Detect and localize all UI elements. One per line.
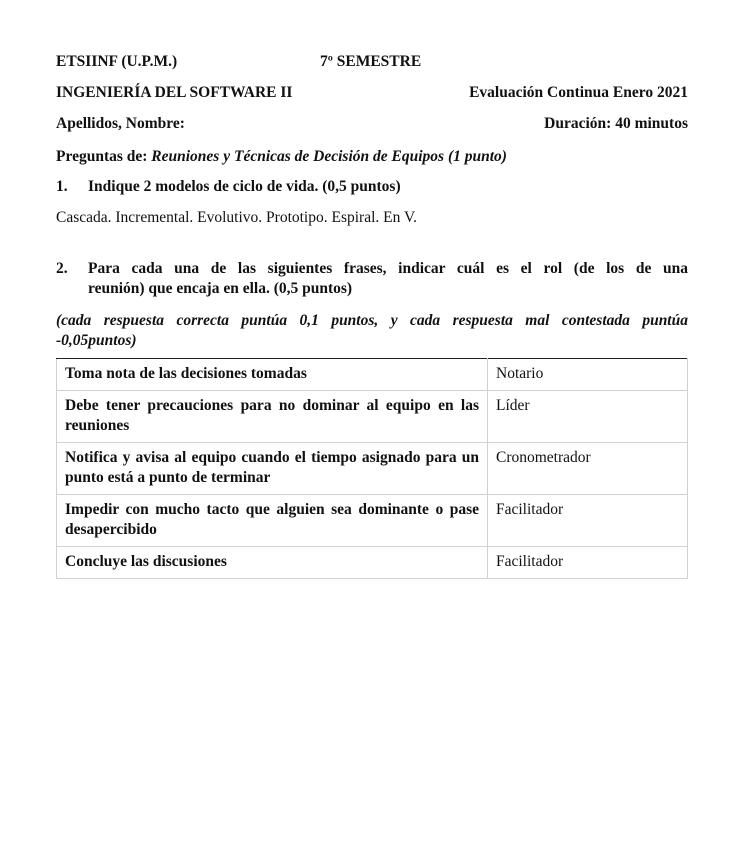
scoring-note — [56, 311, 688, 351]
exam-title: Evaluación Continua Enero 2021 — [469, 84, 688, 101]
role-cell: Facilitador — [488, 495, 688, 547]
table-row — [57, 359, 688, 391]
role-cell: Notario — [488, 359, 688, 391]
question-1 — [56, 177, 688, 197]
question-2-number: 2. — [56, 260, 68, 277]
course-name: INGENIERÍA DEL SOFTWARE II — [56, 84, 293, 101]
table-row — [57, 495, 688, 547]
intro-topic: Reuniones y Técnicas de Decisión de Equipos (1 punto) — [151, 148, 507, 165]
question-2-line-1: Para cada una de las siguientes frases, indicar cuál es el rol (de los de una — [88, 260, 688, 277]
statement-cell: Toma nota de las decisiones tomadas — [57, 359, 488, 391]
question-1-number: 1. — [56, 178, 68, 195]
table-row — [57, 547, 688, 579]
question-2 — [56, 259, 688, 299]
role-cell: Líder — [488, 391, 688, 443]
duration-label: Duración: 40 minutos — [544, 115, 688, 132]
scoring-note-line-2: -0,05puntos) — [56, 332, 137, 349]
name-label: Apellidos, Nombre: — [56, 115, 185, 132]
role-cell: Facilitador — [488, 547, 688, 579]
header-row-1 — [56, 52, 688, 72]
roles-table — [56, 358, 688, 579]
statement-cell: Concluye las discusiones — [57, 547, 488, 579]
question-1-answer: Cascada. Incremental. Evolutivo. Prototipo. Espiral. En V. — [56, 209, 418, 226]
statement-cell: Notifica y avisa al equipo cuando el tiempo asignado para un punto está a punto de terminar — [57, 443, 488, 495]
header-row-2 — [56, 83, 688, 103]
statement-cell: Debe tener precauciones para no dominar al equipo en las reuniones — [57, 391, 488, 443]
header-row-3 — [56, 114, 688, 134]
intro-prefix: Preguntas de: — [56, 148, 152, 165]
question-1-text: Indique 2 modelos de ciclo de vida. (0,5 puntos) — [88, 178, 401, 195]
questions-intro — [56, 147, 688, 167]
scoring-note-line-1: (cada respuesta correcta puntúa 0,1 puntos, y cada respuesta mal contestada puntúa — [56, 312, 688, 329]
question-2-line-2: reunión) que encaja en ella. (0,5 puntos) — [88, 280, 353, 297]
semester-label: 7º SEMESTRE — [320, 53, 422, 70]
statement-cell: Impedir con mucho tacto que alguien sea dominante o pase desapercibido — [57, 495, 488, 547]
school-name: ETSIINF (U.P.M.) — [56, 53, 178, 70]
table-row — [57, 391, 688, 443]
table-row — [57, 443, 688, 495]
exam-page — [56, 52, 688, 579]
role-cell: Cronometrador — [488, 443, 688, 495]
